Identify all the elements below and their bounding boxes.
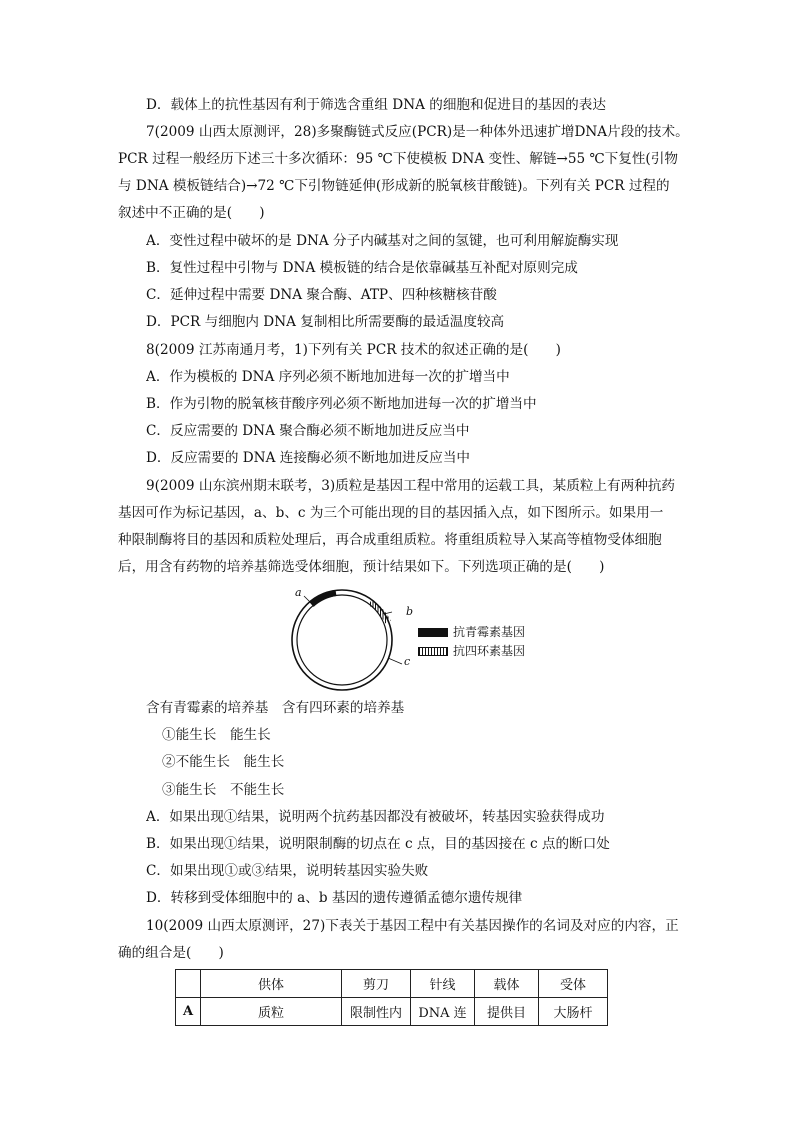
legend-penicillin-label: 抗青霉素基因: [453, 625, 526, 639]
legend-swatch-hatch: [418, 647, 448, 656]
table-cell: 限制性内: [342, 998, 411, 1026]
table-cell: A: [176, 998, 201, 1026]
q9-result-2: ②不能生长 能生长: [162, 754, 285, 770]
table-cell: 质粒: [201, 998, 342, 1026]
table-header-row: [176, 970, 608, 998]
q9-stem-line-3: 种限制酶将目的基因和质粒处理后，再合成重组质粒。将重组质粒导入某高等植物受体细胞: [118, 532, 662, 548]
table-header-cell: 供体: [201, 970, 342, 998]
q8-option-b: B．作为引物的脱氧核苷酸序列必须不断地加进每一次的扩增当中: [146, 396, 537, 412]
penicillin-resistance-gene: [312, 593, 336, 605]
pointer-c: [388, 658, 402, 664]
q9-stem-line-2: 基因可作为标记基因，a、b、c 为三个可能出现的目的基因插入点，如下图所示。如果用一: [118, 505, 664, 521]
q9-table-header: 含有青霉素的培养基 含有四环素的培养基: [146, 700, 405, 716]
q9-option-b: B．如果出现①结果，说明限制酶的切点在 c 点，目的基因接在 c 点的断口处: [146, 836, 610, 852]
q9-option-d: D．转移到受体细胞中的 a、b 基因的遗传遵循孟德尔遗传规律: [146, 890, 523, 906]
q7-option-d: D．PCR 与细胞内 DNA 复制相比所需要酶的最适温度较高: [146, 314, 505, 330]
q8-stem: 8(2009 江苏南通月考，1)下列有关 PCR 技术的叙述正确的是( ): [146, 342, 561, 358]
q9-option-a: A．如果出现①结果，说明两个抗药基因都没有被破坏，转基因实验获得成功: [146, 809, 605, 825]
q6-option-d: D．载体上的抗性基因有利于筛选含重组 DNA 的细胞和促进目的基因的表达: [146, 97, 606, 113]
table-header-cell: 针线: [411, 970, 475, 998]
pointer-a: [304, 596, 311, 603]
q9-result-1: ①能生长 能生长: [162, 727, 271, 743]
gene-operation-table: [175, 969, 608, 1026]
q7-stem-line-1: 7(2009 山西太原测评，28)多聚酶链式反应(PCR)是一种体外迅速扩增DNA片段的技术。: [146, 124, 689, 140]
table-cell: 提供目: [475, 998, 539, 1026]
q8-option-c: C．反应需要的 DNA 聚合酶必须不断地加进反应当中: [146, 423, 470, 439]
q8-option-d: D．反应需要的 DNA 连接酶必须不断地加进反应当中: [146, 450, 471, 466]
table-cell: DNA 连: [411, 998, 475, 1026]
legend-tetracycline-label: 抗四环素基因: [453, 644, 526, 658]
insertion-point-c: c: [404, 655, 411, 668]
q10-stem-line-1: 10(2009 山西太原测评，27)下表关于基因工程中有关基因操作的名词及对应的内容，正: [146, 918, 679, 934]
table-header-cell: [176, 970, 201, 998]
table-header-cell: 载体: [475, 970, 539, 998]
q7-stem-line-2: PCR 过程一般经历下述三十多次循环：95 ℃下使模板 DNA 变性、解链→55 ℃下复性(引物: [118, 151, 678, 167]
q7-option-c: C．延伸过程中需要 DNA 聚合酶、ATP、四种核糖核苷酸: [146, 287, 497, 303]
legend-swatch-black: [418, 628, 448, 637]
q10-stem-line-2: 确的组合是( ): [118, 945, 224, 961]
insertion-point-a: a: [295, 586, 302, 599]
tetracycline-resistance-gene: [370, 603, 388, 623]
q8-option-a: A．作为模板的 DNA 序列必须不断地加进每一次的扩增当中: [146, 369, 510, 385]
q7-option-a: A．变性过程中破坏的是 DNA 分子内碱基对之间的氢键，也可利用解旋酶实现: [146, 233, 619, 249]
table-cell: 大肠杆: [539, 998, 608, 1026]
q9-stem-line-1: 9(2009 山东滨州期末联考，3)质粒是基因工程中常用的运载工具，某质粒上有两种抗药: [146, 478, 676, 494]
q7-stem-line-3: 与 DNA 模板链结合)→72 ℃下引物链延伸(形成新的脱氧核苷酸链)。下列有关 PCR 过程的: [118, 178, 670, 194]
table-header-cell: 受体: [539, 970, 608, 998]
table-row: [176, 998, 608, 1026]
table-header-cell: 剪刀: [342, 970, 411, 998]
q9-result-3: ③能生长 不能生长: [162, 782, 285, 798]
q9-stem-line-4: 后，用含有药物的培养基筛选受体细胞，预计结果如下。下列选项正确的是( ): [118, 559, 605, 575]
insertion-point-b: b: [406, 605, 414, 618]
q9-option-c: C．如果出现①或③结果，说明转基因实验失败: [146, 863, 429, 879]
q7-option-b: B．复性过程中引物与 DNA 模板链的结合是依靠碱基互补配对原则完成: [146, 260, 578, 276]
q7-stem-line-4: 叙述中不正确的是( ): [118, 205, 265, 221]
